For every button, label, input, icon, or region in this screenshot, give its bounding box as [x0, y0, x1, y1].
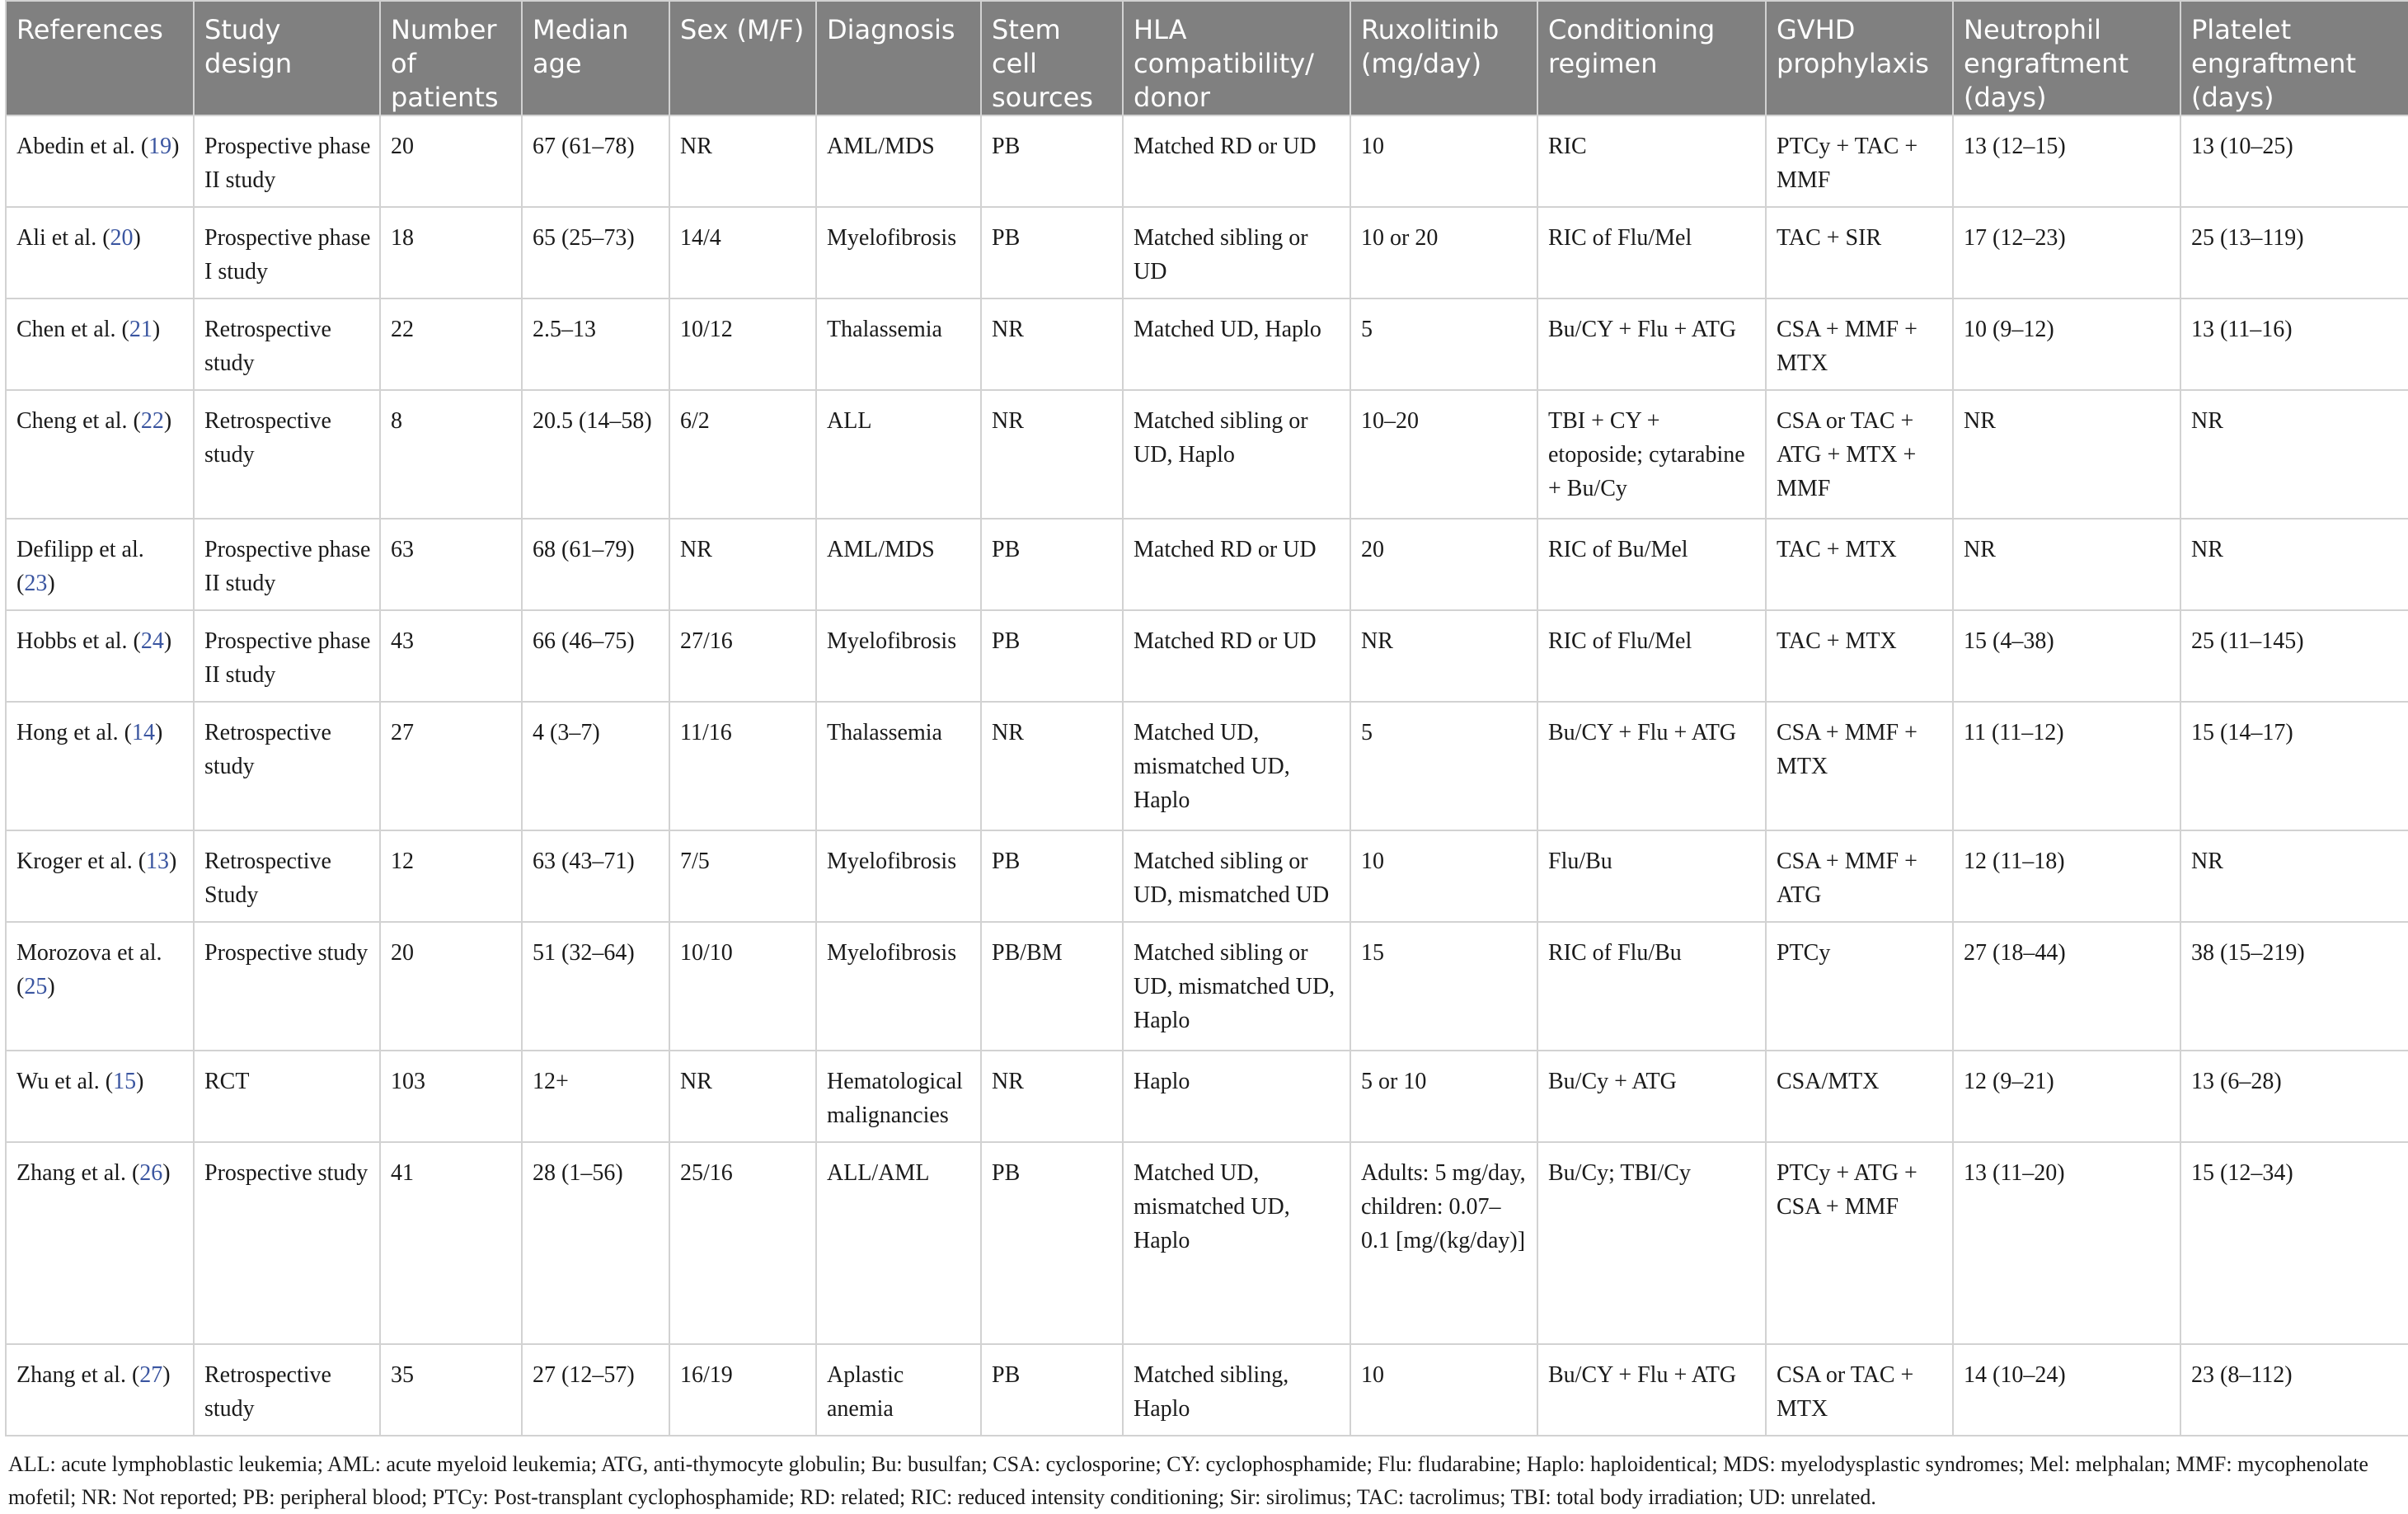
table-row — [6, 1142, 2408, 1344]
table-cell: NR — [2180, 390, 2408, 519]
table-cell: 15 (14–17) — [2180, 702, 2408, 830]
column-header: References — [6, 1, 194, 115]
table-cell: NR — [1350, 610, 1537, 702]
reference-author: Zhang et al. — [16, 1160, 126, 1186]
table-cell: 2.5–13 — [522, 299, 669, 390]
table-cell: Myelofibrosis — [816, 922, 981, 1051]
table-cell: Myelofibrosis — [816, 207, 981, 299]
table-cell: 10 — [1350, 115, 1537, 207]
table-cell: TBI + CY + etoposide; cytarabine + Bu/Cy — [1537, 390, 1766, 519]
table-cell: Bu/CY + Flu + ATG — [1537, 1344, 1766, 1436]
table-cell: 68 (61–79) — [522, 519, 669, 610]
table-cell: 27/16 — [669, 610, 816, 702]
table-cell: PB — [981, 115, 1123, 207]
table-cell: 5 or 10 — [1350, 1051, 1537, 1142]
table-cell: Matched RD or UD — [1123, 519, 1350, 610]
table-cell: PB — [981, 1344, 1123, 1436]
table-cell: Retrospective study — [194, 390, 380, 519]
table-cell: 11 (11–12) — [1953, 702, 2180, 830]
table-cell: 66 (46–75) — [522, 610, 669, 702]
reference-author: Defilipp et al. — [16, 537, 144, 562]
table-cell: Myelofibrosis — [816, 610, 981, 702]
table-cell: 4 (3–7) — [522, 702, 669, 830]
table-cell: Prospective phase II study — [194, 115, 380, 207]
reference-cell: Defilipp et al. (23) — [6, 519, 194, 610]
reference-author: Hong et al. — [16, 720, 119, 745]
column-header: Study design — [194, 1, 380, 115]
table-cell: 10 (9–12) — [1953, 299, 2180, 390]
table-cell: NR — [981, 299, 1123, 390]
table-cell: 10–20 — [1350, 390, 1537, 519]
reference-cell: Hobbs et al. (24) — [6, 610, 194, 702]
table-cell: Matched UD, mismatched UD, Haplo — [1123, 1142, 1350, 1344]
table-row — [6, 1051, 2408, 1142]
table-cell: 10/12 — [669, 299, 816, 390]
table-cell: CSA or TAC + ATG + MTX + MMF — [1766, 390, 1953, 519]
reference-number-link[interactable]: 27 — [139, 1362, 163, 1388]
table-cell: CSA or TAC + MTX — [1766, 1344, 1953, 1436]
column-header: Neutrophil engraftment (days) — [1953, 1, 2180, 115]
table-cell: Matched sibling, Haplo — [1123, 1344, 1350, 1436]
table-cell: 18 — [380, 207, 522, 299]
table-cell: Retrospective study — [194, 1344, 380, 1436]
table-cell: RIC — [1537, 115, 1766, 207]
table-cell: 14/4 — [669, 207, 816, 299]
table-row — [6, 299, 2408, 390]
table-row — [6, 207, 2408, 299]
table-cell: TAC + MTX — [1766, 610, 1953, 702]
table-cell: 27 — [380, 702, 522, 830]
column-header: HLA compatibility/ donor — [1123, 1, 1350, 115]
reference-number-link[interactable]: 20 — [110, 225, 134, 251]
column-header: Ruxolitinib (mg/day) — [1350, 1, 1537, 115]
table-cell: Aplastic anemia — [816, 1344, 981, 1436]
table-row — [6, 519, 2408, 610]
table-cell: NR — [981, 702, 1123, 830]
table-cell: 14 (10–24) — [1953, 1344, 2180, 1436]
table-cell: 63 — [380, 519, 522, 610]
table-cell: Matched sibling or UD, mismatched UD, Haplo — [1123, 922, 1350, 1051]
table-cell: 27 (12–57) — [522, 1344, 669, 1436]
table-cell: PTCy + ATG + CSA + MMF — [1766, 1142, 1953, 1344]
column-header: Conditioning regimen — [1537, 1, 1766, 115]
table-row — [6, 390, 2408, 519]
table-cell: 65 (25–73) — [522, 207, 669, 299]
table-cell: NR — [669, 115, 816, 207]
table-cell: RIC of Flu/Bu — [1537, 922, 1766, 1051]
reference-author: Kroger et al. — [16, 849, 133, 874]
reference-cell: Zhang et al. (26) — [6, 1142, 194, 1344]
table-cell: 10 — [1350, 830, 1537, 922]
table-cell: 10/10 — [669, 922, 816, 1051]
column-header: Sex (M/F) — [669, 1, 816, 115]
table-cell: 13 (11–20) — [1953, 1142, 2180, 1344]
reference-cell: Morozova et al. (25) — [6, 922, 194, 1051]
table-cell: 23 (8–112) — [2180, 1344, 2408, 1436]
table-cell: NR — [981, 390, 1123, 519]
reference-number-link[interactable]: 14 — [131, 720, 155, 745]
table-cell: 38 (15–219) — [2180, 922, 2408, 1051]
reference-number-link[interactable]: 25 — [24, 974, 48, 999]
table-cell: Prospective study — [194, 1142, 380, 1344]
reference-cell: Chen et al. (21) — [6, 299, 194, 390]
table-cell: Myelofibrosis — [816, 830, 981, 922]
table-cell: Matched RD or UD — [1123, 115, 1350, 207]
table-cell: 15 (4–38) — [1953, 610, 2180, 702]
table-cell: PB — [981, 830, 1123, 922]
table-cell: 10 or 20 — [1350, 207, 1537, 299]
table-row — [6, 115, 2408, 207]
table-cell: RIC of Flu/Mel — [1537, 610, 1766, 702]
table-cell: AML/MDS — [816, 519, 981, 610]
reference-number-link[interactable]: 22 — [140, 408, 164, 434]
table-row — [6, 830, 2408, 922]
reference-author: Morozova et al. — [16, 940, 162, 966]
column-header: Number of patients — [380, 1, 522, 115]
table-cell: 13 (12–15) — [1953, 115, 2180, 207]
table-cell: RIC of Flu/Mel — [1537, 207, 1766, 299]
table-cell: ALL — [816, 390, 981, 519]
reference-cell: Kroger et al. (13) — [6, 830, 194, 922]
reference-cell: Hong et al. (14) — [6, 702, 194, 830]
table-cell: Matched UD, mismatched UD, Haplo — [1123, 702, 1350, 830]
table-cell: PB — [981, 207, 1123, 299]
table-cell: Prospective phase II study — [194, 519, 380, 610]
table-cell: Bu/CY + Flu + ATG — [1537, 702, 1766, 830]
table-cell: Prospective phase II study — [194, 610, 380, 702]
table-cell: Bu/CY + Flu + ATG — [1537, 299, 1766, 390]
reference-number-link[interactable]: 24 — [140, 628, 164, 654]
table-cell: AML/MDS — [816, 115, 981, 207]
table-cell: NR — [1953, 390, 2180, 519]
table-cell: 15 (12–34) — [2180, 1142, 2408, 1344]
table-cell: 25 (13–119) — [2180, 207, 2408, 299]
column-header: Platelet engraftment (days) — [2180, 1, 2408, 115]
table-cell: NR — [981, 1051, 1123, 1142]
table-cell: 25 (11–145) — [2180, 610, 2408, 702]
table-cell: PTCy — [1766, 922, 1953, 1051]
table-cell: 20.5 (14–58) — [522, 390, 669, 519]
table-cell: PTCy + TAC + MMF — [1766, 115, 1953, 207]
table-cell: RCT — [194, 1051, 380, 1142]
study-table — [5, 0, 2408, 1436]
table-cell: Matched RD or UD — [1123, 610, 1350, 702]
table-cell: 12 (9–21) — [1953, 1051, 2180, 1142]
table-cell: 6/2 — [669, 390, 816, 519]
table-cell: CSA + MMF + MTX — [1766, 702, 1953, 830]
table-cell: Thalassemia — [816, 702, 981, 830]
table-cell: 13 (6–28) — [2180, 1051, 2408, 1142]
reference-cell: Wu et al. (15) — [6, 1051, 194, 1142]
table-cell: PB — [981, 610, 1123, 702]
table-cell: 17 (12–23) — [1953, 207, 2180, 299]
column-header: Diagnosis — [816, 1, 981, 115]
table-cell: 28 (1–56) — [522, 1142, 669, 1344]
table-cell: 8 — [380, 390, 522, 519]
reference-author: Zhang et al. — [16, 1362, 126, 1388]
reference-number-link[interactable]: 19 — [148, 134, 172, 159]
table-cell: 51 (32–64) — [522, 922, 669, 1051]
reference-cell: Ali et al. (20) — [6, 207, 194, 299]
table-cell: Retrospective study — [194, 702, 380, 830]
table-cell: TAC + SIR — [1766, 207, 1953, 299]
table-cell: 25/16 — [669, 1142, 816, 1344]
reference-author: Wu et al. — [16, 1069, 100, 1094]
table-cell: 10 — [1350, 1344, 1537, 1436]
table-row — [6, 922, 2408, 1051]
reference-author: Cheng et al. — [16, 408, 128, 434]
table-cell: Matched sibling or UD, mismatched UD — [1123, 830, 1350, 922]
table-cell: Thalassemia — [816, 299, 981, 390]
table-cell: CSA + MMF + MTX — [1766, 299, 1953, 390]
table-cell: Flu/Bu — [1537, 830, 1766, 922]
table-cell: TAC + MTX — [1766, 519, 1953, 610]
table-cell: NR — [2180, 519, 2408, 610]
table-cell: 43 — [380, 610, 522, 702]
table-cell: 5 — [1350, 299, 1537, 390]
table-cell: 103 — [380, 1051, 522, 1142]
table-cell: RIC of Bu/Mel — [1537, 519, 1766, 610]
table-cell: 12 (11–18) — [1953, 830, 2180, 922]
table-cell: Bu/Cy + ATG — [1537, 1051, 1766, 1142]
table-cell: NR — [669, 519, 816, 610]
table-cell: Hematological malignancies — [816, 1051, 981, 1142]
table-cell: ALL/AML — [816, 1142, 981, 1344]
table-container — [5, 0, 2408, 1514]
table-cell: Haplo — [1123, 1051, 1350, 1142]
table-cell: 67 (61–78) — [522, 115, 669, 207]
table-cell: 63 (43–71) — [522, 830, 669, 922]
table-row — [6, 610, 2408, 702]
table-cell: Retrospective study — [194, 299, 380, 390]
reference-number-link[interactable]: 26 — [139, 1160, 163, 1186]
table-cell: Prospective study — [194, 922, 380, 1051]
table-cell: Matched UD, Haplo — [1123, 299, 1350, 390]
table-cell: 7/5 — [669, 830, 816, 922]
table-body — [6, 115, 2408, 1436]
table-cell: 15 — [1350, 922, 1537, 1051]
table-cell: 35 — [380, 1344, 522, 1436]
table-cell: 20 — [380, 922, 522, 1051]
table-cell: Adults: 5 mg/day, children: 0.07–0.1 [mg/(kg/day)] — [1350, 1142, 1537, 1344]
table-cell: Matched sibling or UD, Haplo — [1123, 390, 1350, 519]
reference-number-link[interactable]: 23 — [24, 571, 48, 596]
table-cell: PB — [981, 519, 1123, 610]
table-cell: 20 — [380, 115, 522, 207]
column-header: GVHD prophylaxis — [1766, 1, 1953, 115]
table-cell: 16/19 — [669, 1344, 816, 1436]
table-cell: NR — [2180, 830, 2408, 922]
reference-number-link[interactable]: 15 — [113, 1069, 137, 1094]
reference-cell: Zhang et al. (27) — [6, 1344, 194, 1436]
table-cell: PB/BM — [981, 922, 1123, 1051]
table-cell: CSA/MTX — [1766, 1051, 1953, 1142]
table-cell: 20 — [1350, 519, 1537, 610]
reference-author: Abedin et al. — [16, 134, 135, 159]
table-cell: NR — [1953, 519, 2180, 610]
reference-number-link[interactable]: 13 — [146, 849, 170, 874]
table-cell: 5 — [1350, 702, 1537, 830]
table-cell: PB — [981, 1142, 1123, 1344]
table-cell: 12+ — [522, 1051, 669, 1142]
table-footnote: ALL: acute lymphoblastic leukemia; AML: acute myeloid leukemia; ATG, anti-thymocyte globulin; Bu: busulfan; CSA: cyclosporine; CY: cyclophosphamide; Flu: fludarabine; Haplo: haploidentical; MDS: myelodysplastic syndromes; Mel: melphalan; MMF: mycophenolate mofetil; NR: Not reported; PB: peripheral blood; PTCy: Post-transplant cyclophosphamide; RD: related; RIC: reduced intensity conditioning; Sir: sirolimus; TAC: tacrolimus; TBI: total body irradiation; UD: unrelated. — [8, 1452, 2368, 1509]
table-row — [6, 1344, 2408, 1436]
table-cell: 13 (11–16) — [2180, 299, 2408, 390]
reference-author: Ali et al. — [16, 225, 97, 251]
table-cell: Retrospective Study — [194, 830, 380, 922]
reference-author: Chen et al. — [16, 317, 116, 342]
table-header-row — [6, 1, 2408, 115]
column-header: Median age — [522, 1, 669, 115]
table-cell: Bu/Cy; TBI/Cy — [1537, 1142, 1766, 1344]
table-cell: NR — [669, 1051, 816, 1142]
table-cell: 22 — [380, 299, 522, 390]
table-cell: CSA + MMF + ATG — [1766, 830, 1953, 922]
table-cell: 12 — [380, 830, 522, 922]
table-cell: 13 (10–25) — [2180, 115, 2408, 207]
reference-cell: Abedin et al. (19) — [6, 115, 194, 207]
table-cell: 27 (18–44) — [1953, 922, 2180, 1051]
reference-number-link[interactable]: 21 — [129, 317, 153, 342]
table-cell: Matched sibling or UD — [1123, 207, 1350, 299]
table-cell: 11/16 — [669, 702, 816, 830]
table-row — [6, 702, 2408, 830]
table-cell: 41 — [380, 1142, 522, 1344]
column-header: Stem cell sources — [981, 1, 1123, 115]
reference-cell: Cheng et al. (22) — [6, 390, 194, 519]
reference-author: Hobbs et al. — [16, 628, 128, 654]
table-cell: Prospective phase I study — [194, 207, 380, 299]
